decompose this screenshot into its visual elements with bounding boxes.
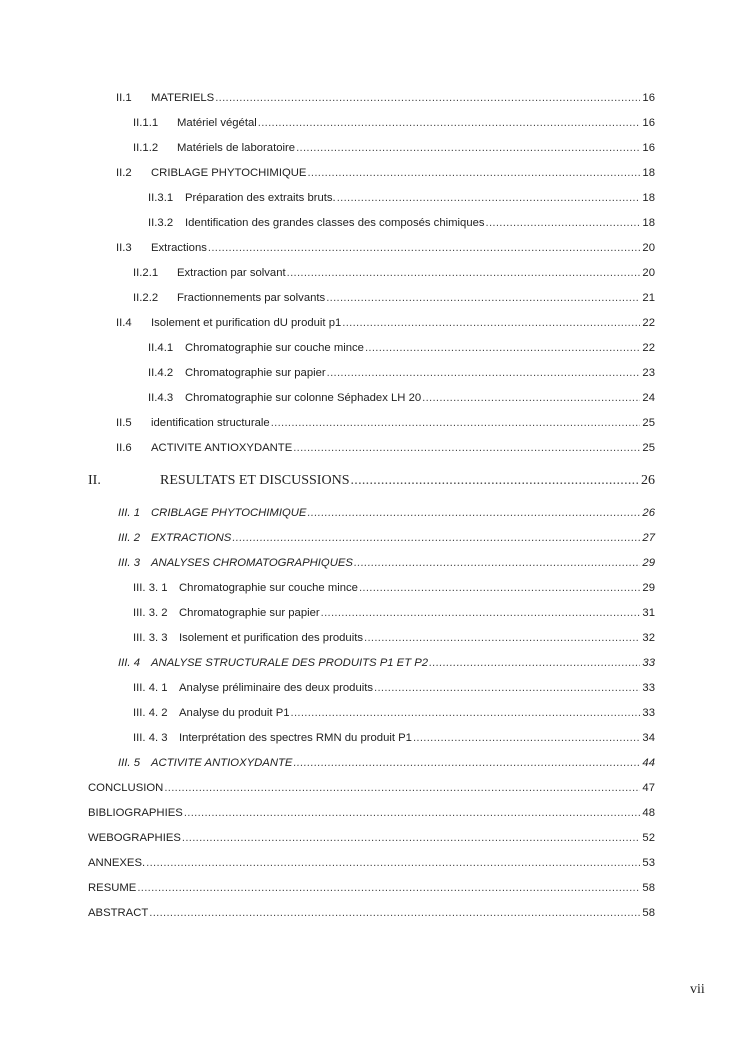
toc-entry-number: III. 5: [118, 756, 140, 769]
toc-entry[interactable]: [0, 85, 745, 110]
toc-entry-label: RESUME: [88, 881, 137, 894]
toc-entry-label: Extractions: [151, 241, 207, 254]
toc-entry-page: 16: [642, 116, 655, 129]
toc-entry[interactable]: [0, 525, 745, 550]
toc-entry-label: ABSTRACT: [88, 906, 149, 919]
toc-entry-page: 31: [642, 606, 655, 619]
toc-entry-number: III. 4. 2: [133, 706, 168, 719]
toc-entry-number: II.1.1: [133, 116, 159, 129]
toc-entry[interactable]: [0, 875, 745, 900]
toc-entry-page: 58: [642, 906, 655, 919]
dot-leader: [271, 417, 640, 429]
toc-entry-label: Chromatographie sur papier: [185, 366, 326, 379]
toc-entry[interactable]: [0, 700, 745, 725]
dot-leader: [287, 267, 640, 279]
toc-entry-number: III. 4: [118, 656, 140, 669]
dot-leader: [149, 907, 640, 919]
toc-entry[interactable]: [0, 575, 745, 600]
toc-entry-label: Matériels de laboratoire: [177, 141, 296, 154]
toc-entry[interactable]: [0, 775, 745, 800]
toc-entry-label: Extraction par solvant: [177, 266, 286, 279]
toc-entry-number: II.3.1: [148, 191, 174, 204]
toc-entry-number: II.4.3: [148, 391, 174, 404]
toc-entry-page: 47: [642, 781, 655, 794]
dot-leader: [307, 507, 640, 519]
toc-entry-number: II.1: [116, 91, 132, 104]
dot-leader: [365, 342, 640, 354]
toc-entry-label: Isolement et purification des produits: [179, 631, 363, 644]
toc-entry[interactable]: [0, 825, 745, 850]
toc-entry-number: III. 1: [118, 506, 140, 519]
toc-entry-number: II.6: [116, 441, 132, 454]
toc-entry-label: RESULTATS ET DISCUSSIONS: [160, 473, 350, 488]
toc-entry-page: 22: [642, 316, 655, 329]
toc-entry-page: 58: [642, 881, 655, 894]
dot-leader: [429, 657, 640, 669]
toc-entry[interactable]: [0, 625, 745, 650]
toc-entry-number: III. 4. 1: [133, 681, 168, 694]
toc-entry-page: 16: [642, 91, 655, 104]
toc-entry-page: 44: [642, 756, 655, 769]
dot-leader: [184, 807, 640, 819]
dot-leader: [208, 242, 640, 254]
toc-entry[interactable]: [0, 110, 745, 135]
toc-entry[interactable]: [0, 850, 745, 875]
toc-entry-number: II.2.1: [133, 266, 159, 279]
toc-entry[interactable]: [0, 750, 745, 775]
toc-entry-label: BIBLIOGRAPHIES: [88, 806, 183, 819]
toc-entry-number: II.4.1: [148, 341, 174, 354]
toc-entry-label: CRIBLAGE PHYTOCHIMIQUE: [151, 166, 307, 179]
toc-entry-number: II.4: [116, 316, 132, 329]
toc-entry-page: 23: [642, 366, 655, 379]
toc-entry-page: 26: [642, 506, 655, 519]
toc-entry-page: 18: [642, 191, 655, 204]
toc-entry-number: II.2.2: [133, 291, 159, 304]
dot-leader: [342, 317, 640, 329]
toc-entry-page: 16: [642, 141, 655, 154]
toc-entry[interactable]: [0, 235, 745, 260]
toc-entry-page: 33: [642, 681, 655, 694]
toc-entry-label: CRIBLAGE PHYTOCHIMIQUE: [151, 506, 307, 519]
toc-entry-label: WEBOGRAPHIES: [88, 831, 181, 844]
dot-leader: [337, 192, 640, 204]
toc-entry-number: II.1.2: [133, 141, 159, 154]
toc-entry-page: 27: [642, 531, 655, 544]
toc-entry[interactable]: [0, 360, 745, 385]
toc-entry[interactable]: [0, 210, 745, 235]
toc-entry-label: identification structurale: [151, 416, 270, 429]
toc-entry-number: II.4.2: [148, 366, 174, 379]
toc-entry-label: Chromatographie sur colonne Séphadex LH 20: [185, 391, 422, 404]
toc-entry-label: Chromatographie sur couche mince: [179, 581, 358, 594]
toc-entry[interactable]: [0, 600, 745, 625]
toc-entry[interactable]: [0, 675, 745, 700]
dot-leader: [232, 532, 640, 544]
toc-entry-label: Chromatographie sur couche mince: [185, 341, 364, 354]
toc-entry-label: ACTIVITE ANTIOXYDANTE: [151, 441, 293, 454]
toc-entry-page: 22: [642, 341, 655, 354]
toc-entry-label: Identification des grandes classes des composés chimiques: [185, 216, 485, 229]
toc-entry-label: Préparation des extraits bruts.: [185, 191, 336, 204]
dot-leader: [291, 707, 640, 719]
toc-entry-page: 26: [641, 473, 655, 488]
table-of-contents: [0, 85, 745, 925]
toc-entry[interactable]: [0, 385, 745, 410]
toc-entry-number: II.2: [116, 166, 132, 179]
dot-leader: [422, 392, 640, 404]
toc-entry[interactable]: [0, 460, 745, 500]
toc-entry-page: 33: [642, 706, 655, 719]
toc-entry-page: 32: [642, 631, 655, 644]
dot-leader: [326, 292, 640, 304]
dot-leader: [359, 582, 640, 594]
toc-entry-number: II.: [88, 473, 101, 488]
toc-entry-page: 21: [642, 291, 655, 304]
toc-entry[interactable]: [0, 185, 745, 210]
toc-entry-page: 33: [642, 656, 655, 669]
dot-leader: [293, 442, 640, 454]
toc-entry-label: ANNEXES.: [88, 856, 146, 869]
page-number: vii: [690, 982, 705, 997]
toc-entry[interactable]: [0, 500, 745, 525]
dot-leader: [182, 832, 640, 844]
toc-entry[interactable]: [0, 335, 745, 360]
dot-leader: [307, 167, 640, 179]
toc-entry[interactable]: [0, 135, 745, 160]
dot-leader: [374, 682, 640, 694]
toc-entry[interactable]: [0, 310, 745, 335]
dot-leader: [413, 732, 640, 744]
toc-entry-page: 34: [642, 731, 655, 744]
dot-leader: [258, 117, 640, 129]
toc-entry-label: EXTRACTIONS: [151, 531, 232, 544]
toc-entry-label: Analyse du produit P1: [179, 706, 290, 719]
toc-entry-number: III. 3. 3: [133, 631, 168, 644]
toc-entry-number: II.3: [116, 241, 132, 254]
toc-entry-label: Analyse préliminaire des deux produits: [179, 681, 374, 694]
toc-entry-label: Matériel végétal: [177, 116, 257, 129]
toc-entry-page: 24: [642, 391, 655, 404]
toc-entry-label: ANALYSE STRUCTURALE DES PRODUITS P1 ET P2: [151, 656, 429, 669]
toc-entry-label: Fractionnements par solvants: [177, 291, 326, 304]
toc-entry-label: Isolement et purification dU produit p1: [151, 316, 342, 329]
toc-entry-label: Chromatographie sur papier: [179, 606, 320, 619]
toc-entry[interactable]: [0, 260, 745, 285]
toc-entry-page: 20: [642, 241, 655, 254]
toc-entry-page: 25: [642, 416, 655, 429]
toc-entry-label: Interprétation des spectres RMN du produit P1: [179, 731, 412, 744]
toc-entry-page: 53: [642, 856, 655, 869]
toc-entry-number: III. 3. 2: [133, 606, 168, 619]
toc-entry[interactable]: [0, 410, 745, 435]
toc-entry-number: II.3.2: [148, 216, 174, 229]
toc-entry-page: 18: [642, 166, 655, 179]
toc-entry[interactable]: [0, 800, 745, 825]
dot-leader: [486, 217, 640, 229]
dot-leader: [293, 757, 640, 769]
toc-entry-page: 25: [642, 441, 655, 454]
toc-entry-page: 20: [642, 266, 655, 279]
dot-leader: [146, 857, 640, 869]
toc-entry-label: CONCLUSION: [88, 781, 164, 794]
toc-entry-page: 29: [642, 581, 655, 594]
toc-entry-page: 29: [642, 556, 655, 569]
toc-entry-label: MATERIELS: [151, 91, 215, 104]
toc-entry[interactable]: [0, 900, 745, 925]
toc-entry-number: II.5: [116, 416, 132, 429]
dot-leader: [364, 632, 640, 644]
dot-leader: [137, 882, 640, 894]
toc-entry[interactable]: [0, 650, 745, 675]
dot-leader: [296, 142, 640, 154]
toc-entry[interactable]: [0, 160, 745, 185]
toc-entry-number: III. 3: [118, 556, 140, 569]
toc-entry[interactable]: [0, 285, 745, 310]
dot-leader: [354, 557, 640, 569]
toc-entry[interactable]: [0, 550, 745, 575]
toc-entry-label: ACTIVITE ANTIOXYDANTE: [151, 756, 293, 769]
toc-entry-number: III. 4. 3: [133, 731, 168, 744]
dot-leader: [321, 607, 640, 619]
toc-entry-label: ANALYSES CHROMATOGRAPHIQUES: [151, 556, 353, 569]
toc-entry-number: III. 2: [118, 531, 140, 544]
toc-entry[interactable]: [0, 725, 745, 750]
dot-leader: [350, 473, 640, 489]
dot-leader: [327, 367, 640, 379]
toc-entry-page: 52: [642, 831, 655, 844]
toc-entry-page: 18: [642, 216, 655, 229]
dot-leader: [164, 782, 640, 794]
toc-entry-number: III. 3. 1: [133, 581, 168, 594]
dot-leader: [215, 92, 640, 104]
toc-entry[interactable]: [0, 435, 745, 460]
toc-entry-page: 48: [642, 806, 655, 819]
